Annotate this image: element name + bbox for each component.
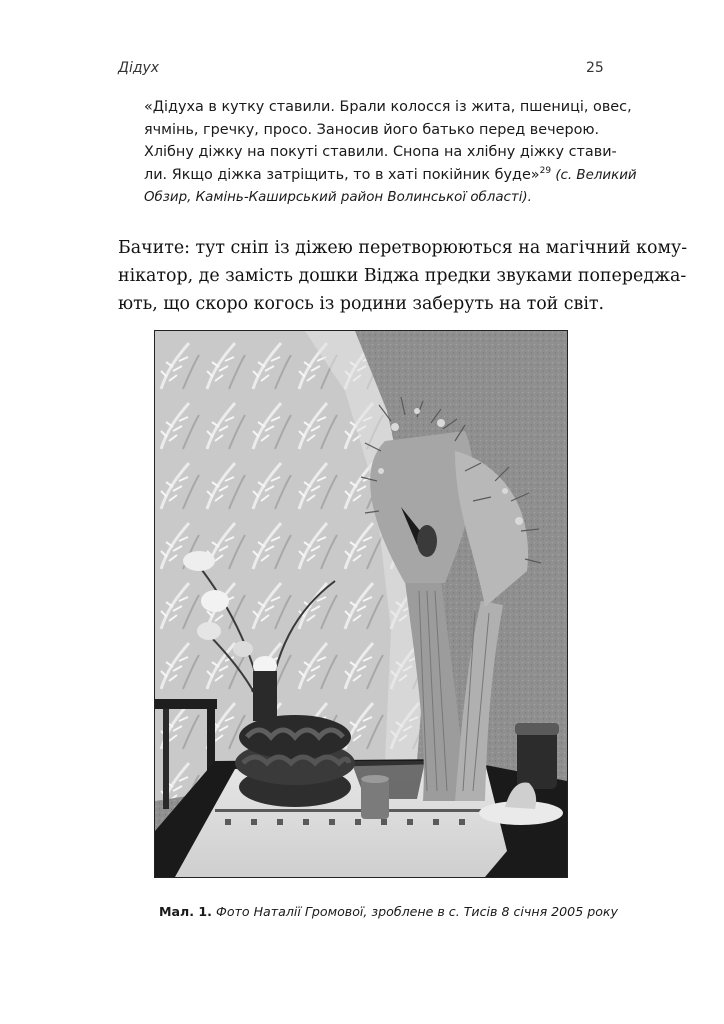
body-paragraph bbox=[118, 234, 688, 318]
paragraph-line: Бачите: тут сніп із діжею перетворюються на магічний кому- bbox=[118, 238, 688, 258]
quote-line-with-footnote bbox=[144, 164, 637, 188]
quote-source: Обзир, Камінь-Каширський район Волинської області). bbox=[144, 190, 532, 205]
glass-candle bbox=[361, 779, 389, 819]
paragraph-line: ють, що скоро когось із родини заберуть на той світ. bbox=[118, 294, 605, 314]
braided-bread bbox=[235, 715, 355, 807]
footnote-marker[interactable]: 29 bbox=[539, 165, 552, 176]
quote-line: Хлібну діжку на покуті ставили. Снопа на хлібну діжку стави- bbox=[144, 144, 617, 160]
figure-caption bbox=[159, 904, 618, 919]
quote-line: ячмінь, гречку, просо. Заносив його батько перед вечерою. bbox=[144, 121, 600, 138]
quote-block bbox=[144, 96, 637, 210]
figure-photo bbox=[154, 330, 568, 878]
running-head: Дідух bbox=[118, 60, 160, 76]
paragraph-line: нікатор, де замість дошки Віджа предки звуками попереджа- bbox=[118, 266, 687, 286]
quote-source: (с. Великий bbox=[551, 167, 637, 183]
jar bbox=[515, 723, 559, 789]
quote-text: ли. Якщо діжка затріщить, то в хаті покійник буде» bbox=[144, 166, 540, 183]
didukh-photo-illustration bbox=[155, 331, 567, 877]
figure-caption-text: Фото Наталії Громової, зроблене в с. Тисів 8 січня 2005 року bbox=[216, 904, 618, 919]
figure-label: Мал. 1. bbox=[159, 904, 212, 919]
quote-line: «Дідуха в кутку ставили. Брали колосся із жита, пшениці, овес, bbox=[144, 99, 632, 115]
page-number: 25 bbox=[586, 60, 604, 76]
